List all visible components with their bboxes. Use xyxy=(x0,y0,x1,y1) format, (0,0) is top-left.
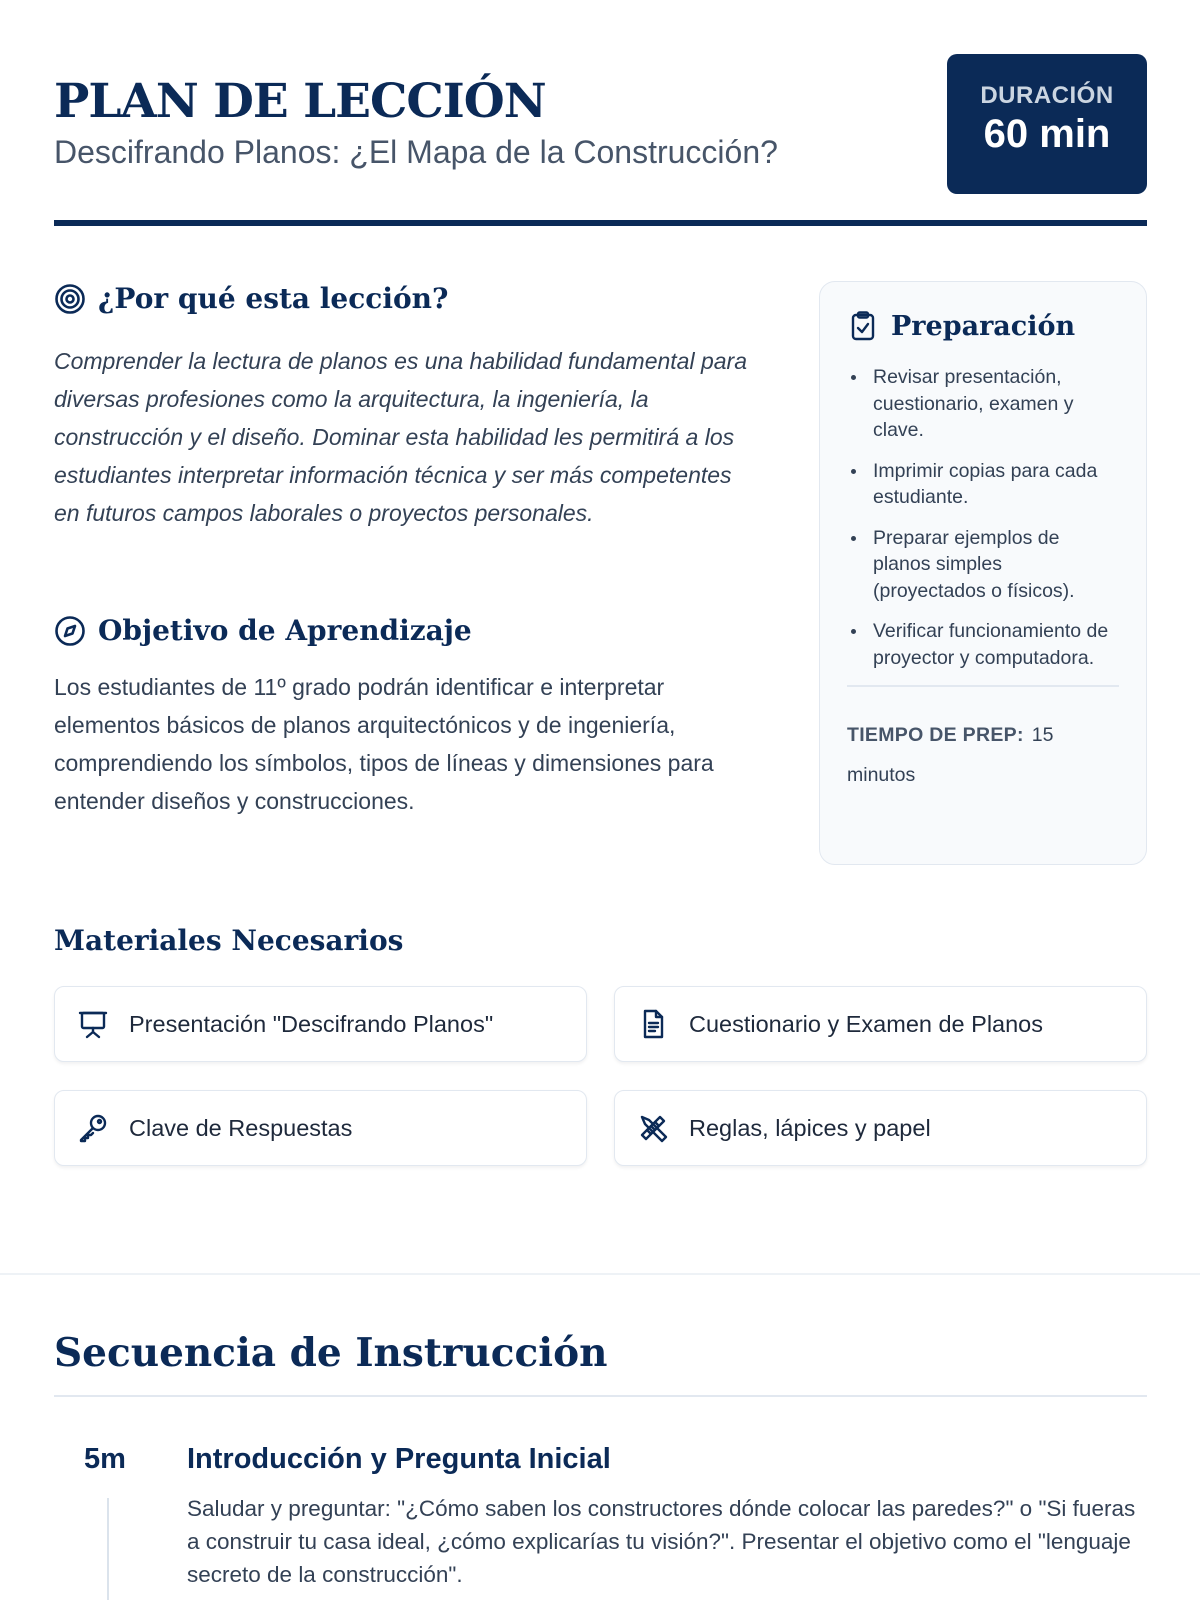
preparation-list xyxy=(847,364,1119,671)
materials-heading: Materiales Necesarios xyxy=(54,924,404,957)
timeline-line xyxy=(107,1498,109,1600)
page-title: PLAN DE LECCIÓN xyxy=(54,74,546,129)
clipboard-check-icon xyxy=(847,310,879,342)
step-duration: 5m xyxy=(84,1443,126,1475)
preparation-card xyxy=(819,281,1147,865)
duration-badge xyxy=(947,54,1147,194)
material-label: Reglas, lápices y papel xyxy=(689,1114,931,1141)
prep-time xyxy=(847,715,1119,795)
duration-label: DURACIÓN xyxy=(980,82,1114,109)
list-item: Verificar funcionamiento de proyector y computadora. xyxy=(847,618,1119,671)
objective-text: Los estudiantes de 11º grado podrán identificar e interpretar elementos básicos de planos arquitectónicos y de ingeniería, comprendiendo los símbolos, tipos de líneas y dimensiones para entender diseños y construcciones. xyxy=(54,674,714,814)
header-divider xyxy=(54,220,1147,226)
objective-heading: Objetivo de Aprendizaje xyxy=(98,614,472,647)
material-card-supplies xyxy=(614,1090,1147,1166)
objective-section-heading xyxy=(54,614,472,647)
list-item: Preparar ejemplos de planos simples (proyectados o físicos). xyxy=(847,525,1119,605)
duration-value: 60 min xyxy=(983,112,1111,156)
prep-time-value: 15 minutos xyxy=(847,723,1054,786)
material-card-answer-key xyxy=(54,1090,587,1166)
key-icon xyxy=(77,1112,109,1144)
sequence-divider xyxy=(54,1395,1147,1397)
material-label: Presentación "Descifrando Planos" xyxy=(129,1010,494,1037)
compass-icon xyxy=(54,615,86,647)
list-item: Revisar presentación, cuestionario, examen y clave. xyxy=(847,364,1119,444)
sequence-heading: Secuencia de Instrucción xyxy=(54,1330,608,1376)
why-section-heading xyxy=(54,282,448,315)
why-heading: ¿Por qué esta lección? xyxy=(98,282,449,315)
document-icon xyxy=(637,1008,669,1040)
why-text: Comprender la lectura de planos es una habilidad fundamental para diversas profesiones como la arquitectura, la ingeniería, la construcción y el diseño. Dominar esta habilidad les permitirá a los estudiantes interpretar información técnica y ser más competentes en futuros campos laborales o proyectos personales. xyxy=(54,348,748,526)
page-subtitle: Descifrando Planos: ¿El Mapa de la Construcción? xyxy=(54,134,778,170)
material-card-presentation xyxy=(54,986,587,1062)
preparation-heading: Preparación xyxy=(891,310,1076,342)
material-label: Clave de Respuestas xyxy=(129,1114,353,1141)
material-card-quiz xyxy=(614,986,1147,1062)
section-divider xyxy=(0,1273,1200,1275)
prep-time-label: TIEMPO DE PREP: xyxy=(847,723,1024,746)
ruler-pencil-icon xyxy=(637,1112,669,1144)
step-title: Introducción y Pregunta Inicial xyxy=(187,1443,611,1475)
header xyxy=(54,54,1147,226)
presentation-icon xyxy=(77,1008,109,1040)
target-icon xyxy=(54,283,86,315)
material-label: Cuestionario y Examen de Planos xyxy=(689,1010,1044,1037)
preparation-heading-row xyxy=(847,310,1119,342)
step-description: Saludar y preguntar: "¿Cómo saben los constructores dónde colocar las paredes?" o "Si fueras a construir tu casa ideal, ¿cómo explicarías tu visión?". Presentar el objetivo como el "lenguaje secreto de la construcción". xyxy=(187,1496,1136,1587)
list-item: Imprimir copias para cada estudiante. xyxy=(847,458,1119,511)
preparation-divider xyxy=(847,685,1119,687)
